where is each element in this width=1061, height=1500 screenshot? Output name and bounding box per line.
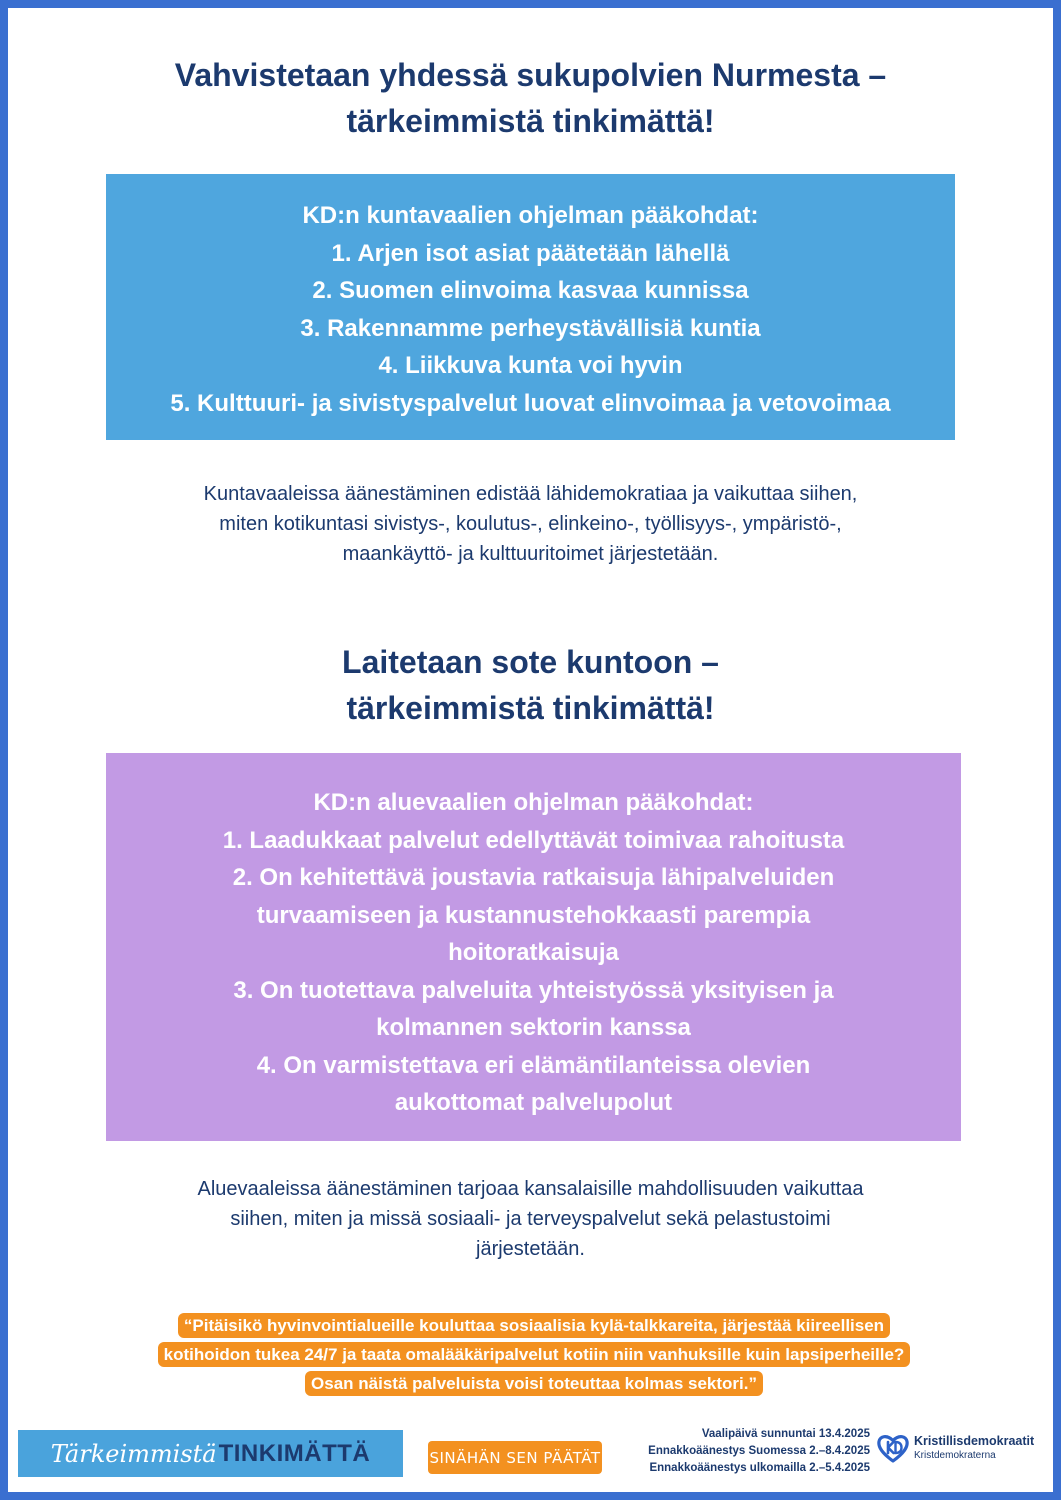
party-name: Kristillisdemokraatit xyxy=(914,1434,1035,1448)
aluevaalit-item-line: 2. On kehitettävä joustavia ratkaisuja lähipalveluiden xyxy=(232,864,835,891)
advance-voting-finland: Ennakkoäänestys Suomessa 2.–8.4.2025 xyxy=(648,1445,870,1457)
kuntavaalit-item: 5. Kulttuuri- ja sivistyspalvelut luovat elinvoimaa ja vetovoimaa xyxy=(170,389,891,417)
sote-heading xyxy=(8,639,1053,731)
aluevaalit-description-line: Aluevaaleissa äänestäminen tarjoaa kansalaisille mahdollisuuden vaikuttaa xyxy=(197,1178,864,1200)
main-heading xyxy=(8,52,1053,144)
aluevaalit-description xyxy=(88,1174,973,1264)
quote-line: kotihoidon tukea 24/7 ja taata omalääkäripalvelut kotiin niin vanhuksille kuin lapsiperheille? xyxy=(158,1342,911,1367)
slogan-badge xyxy=(428,1441,602,1474)
election-dates xyxy=(608,1426,870,1477)
campaign-logo-script: Tärkeimmistä xyxy=(50,1439,217,1468)
quote-line: Osan näistä palveluista voisi toteuttaa kolmas sektori.” xyxy=(305,1371,763,1396)
aluevaalit-item-line: kolmannen sektorin kanssa xyxy=(376,1014,691,1041)
aluevaalit-item-line: 1. Laadukkaat palvelut edellyttävät toimivaa rahoitusta xyxy=(222,826,845,854)
party-name-swedish: Kristdemokraterna xyxy=(914,1450,996,1461)
aluevaalit-program-box xyxy=(106,753,961,1141)
election-day: Vaalipäivä sunnuntai 13.4.2025 xyxy=(701,1428,870,1440)
main-heading-line1: Vahvistetaan yhdessä sukupolvien Nurmesta – xyxy=(174,57,887,93)
kuntavaalit-item: 1. Arjen isot asiat päätetään lähellä xyxy=(331,239,730,267)
kd-heart-logo-icon xyxy=(876,1432,910,1464)
aluevaalit-box-title: KD:n aluevaalien ohjelman pääkohdat: xyxy=(313,789,754,816)
aluevaalit-item-line: hoitoratkaisuja xyxy=(448,939,619,966)
party-logo xyxy=(876,1432,1046,1466)
sote-heading-line1: Laitetaan sote kuntoon – xyxy=(342,644,719,680)
kuntavaalit-description-line: Kuntavaaleissa äänestäminen edistää lähidemokratiaa ja vaikuttaa siihen, xyxy=(203,483,858,505)
aluevaalit-description-line: siihen, miten ja missä sosiaali- ja terveyspalvelut sekä pelastustoimi xyxy=(230,1208,831,1230)
main-heading-line2: tärkeimmistä tinkimättä! xyxy=(346,103,715,139)
quote-line: “Pitäisikö hyvinvointialueille kouluttaa sosiaalisia kylä-talkkareita, järjestää kiireellisen xyxy=(178,1313,890,1338)
aluevaalit-item-line: 4. On varmistettava eri elämäntilanteissa olevien xyxy=(256,1051,811,1079)
aluevaalit-item-line: aukottomat palvelupolut xyxy=(394,1089,673,1116)
aluevaalit-item-line: turvaamiseen ja kustannustehokkaasti parempia xyxy=(256,901,811,929)
kuntavaalit-item: 4. Liikkuva kunta voi hyvin xyxy=(378,352,683,379)
kuntavaalit-description-line: maankäyttö- ja kulttuuritoimet järjestetään. xyxy=(342,543,719,565)
kuntavaalit-item: 3. Rakennamme perheystävällisiä kuntia xyxy=(300,314,761,342)
kuntavaalit-program-box xyxy=(106,174,955,440)
campaign-logo xyxy=(18,1430,403,1477)
kuntavaalit-item: 2. Suomen elinvoima kasvaa kunnissa xyxy=(312,277,749,304)
aluevaalit-description-line: järjestetään. xyxy=(476,1238,585,1260)
quote-highlight xyxy=(94,1311,974,1398)
aluevaalit-item-line: 3. On tuotettava palveluita yhteistyössä yksityisen ja xyxy=(233,976,834,1004)
poster-page xyxy=(8,8,1053,1492)
advance-voting-abroad: Ennakkoäänestys ulkomailla 2.–5.4.2025 xyxy=(649,1462,870,1474)
kuntavaalit-description xyxy=(88,479,973,569)
campaign-logo-bold: TINKIMÄTTÄ xyxy=(218,1439,371,1467)
kuntavaalit-description-line: miten kotikuntasi sivistys-, koulutus-, elinkeino-, työllisyys-, ympäristö-, xyxy=(219,513,842,535)
kuntavaalit-box-title: KD:n kuntavaalien ohjelman pääkohdat: xyxy=(302,202,759,229)
sote-heading-line2: tärkeimmistä tinkimättä! xyxy=(346,690,715,726)
slogan-text: SINÄHÄN SEN PÄÄTÄT xyxy=(429,1448,601,1467)
